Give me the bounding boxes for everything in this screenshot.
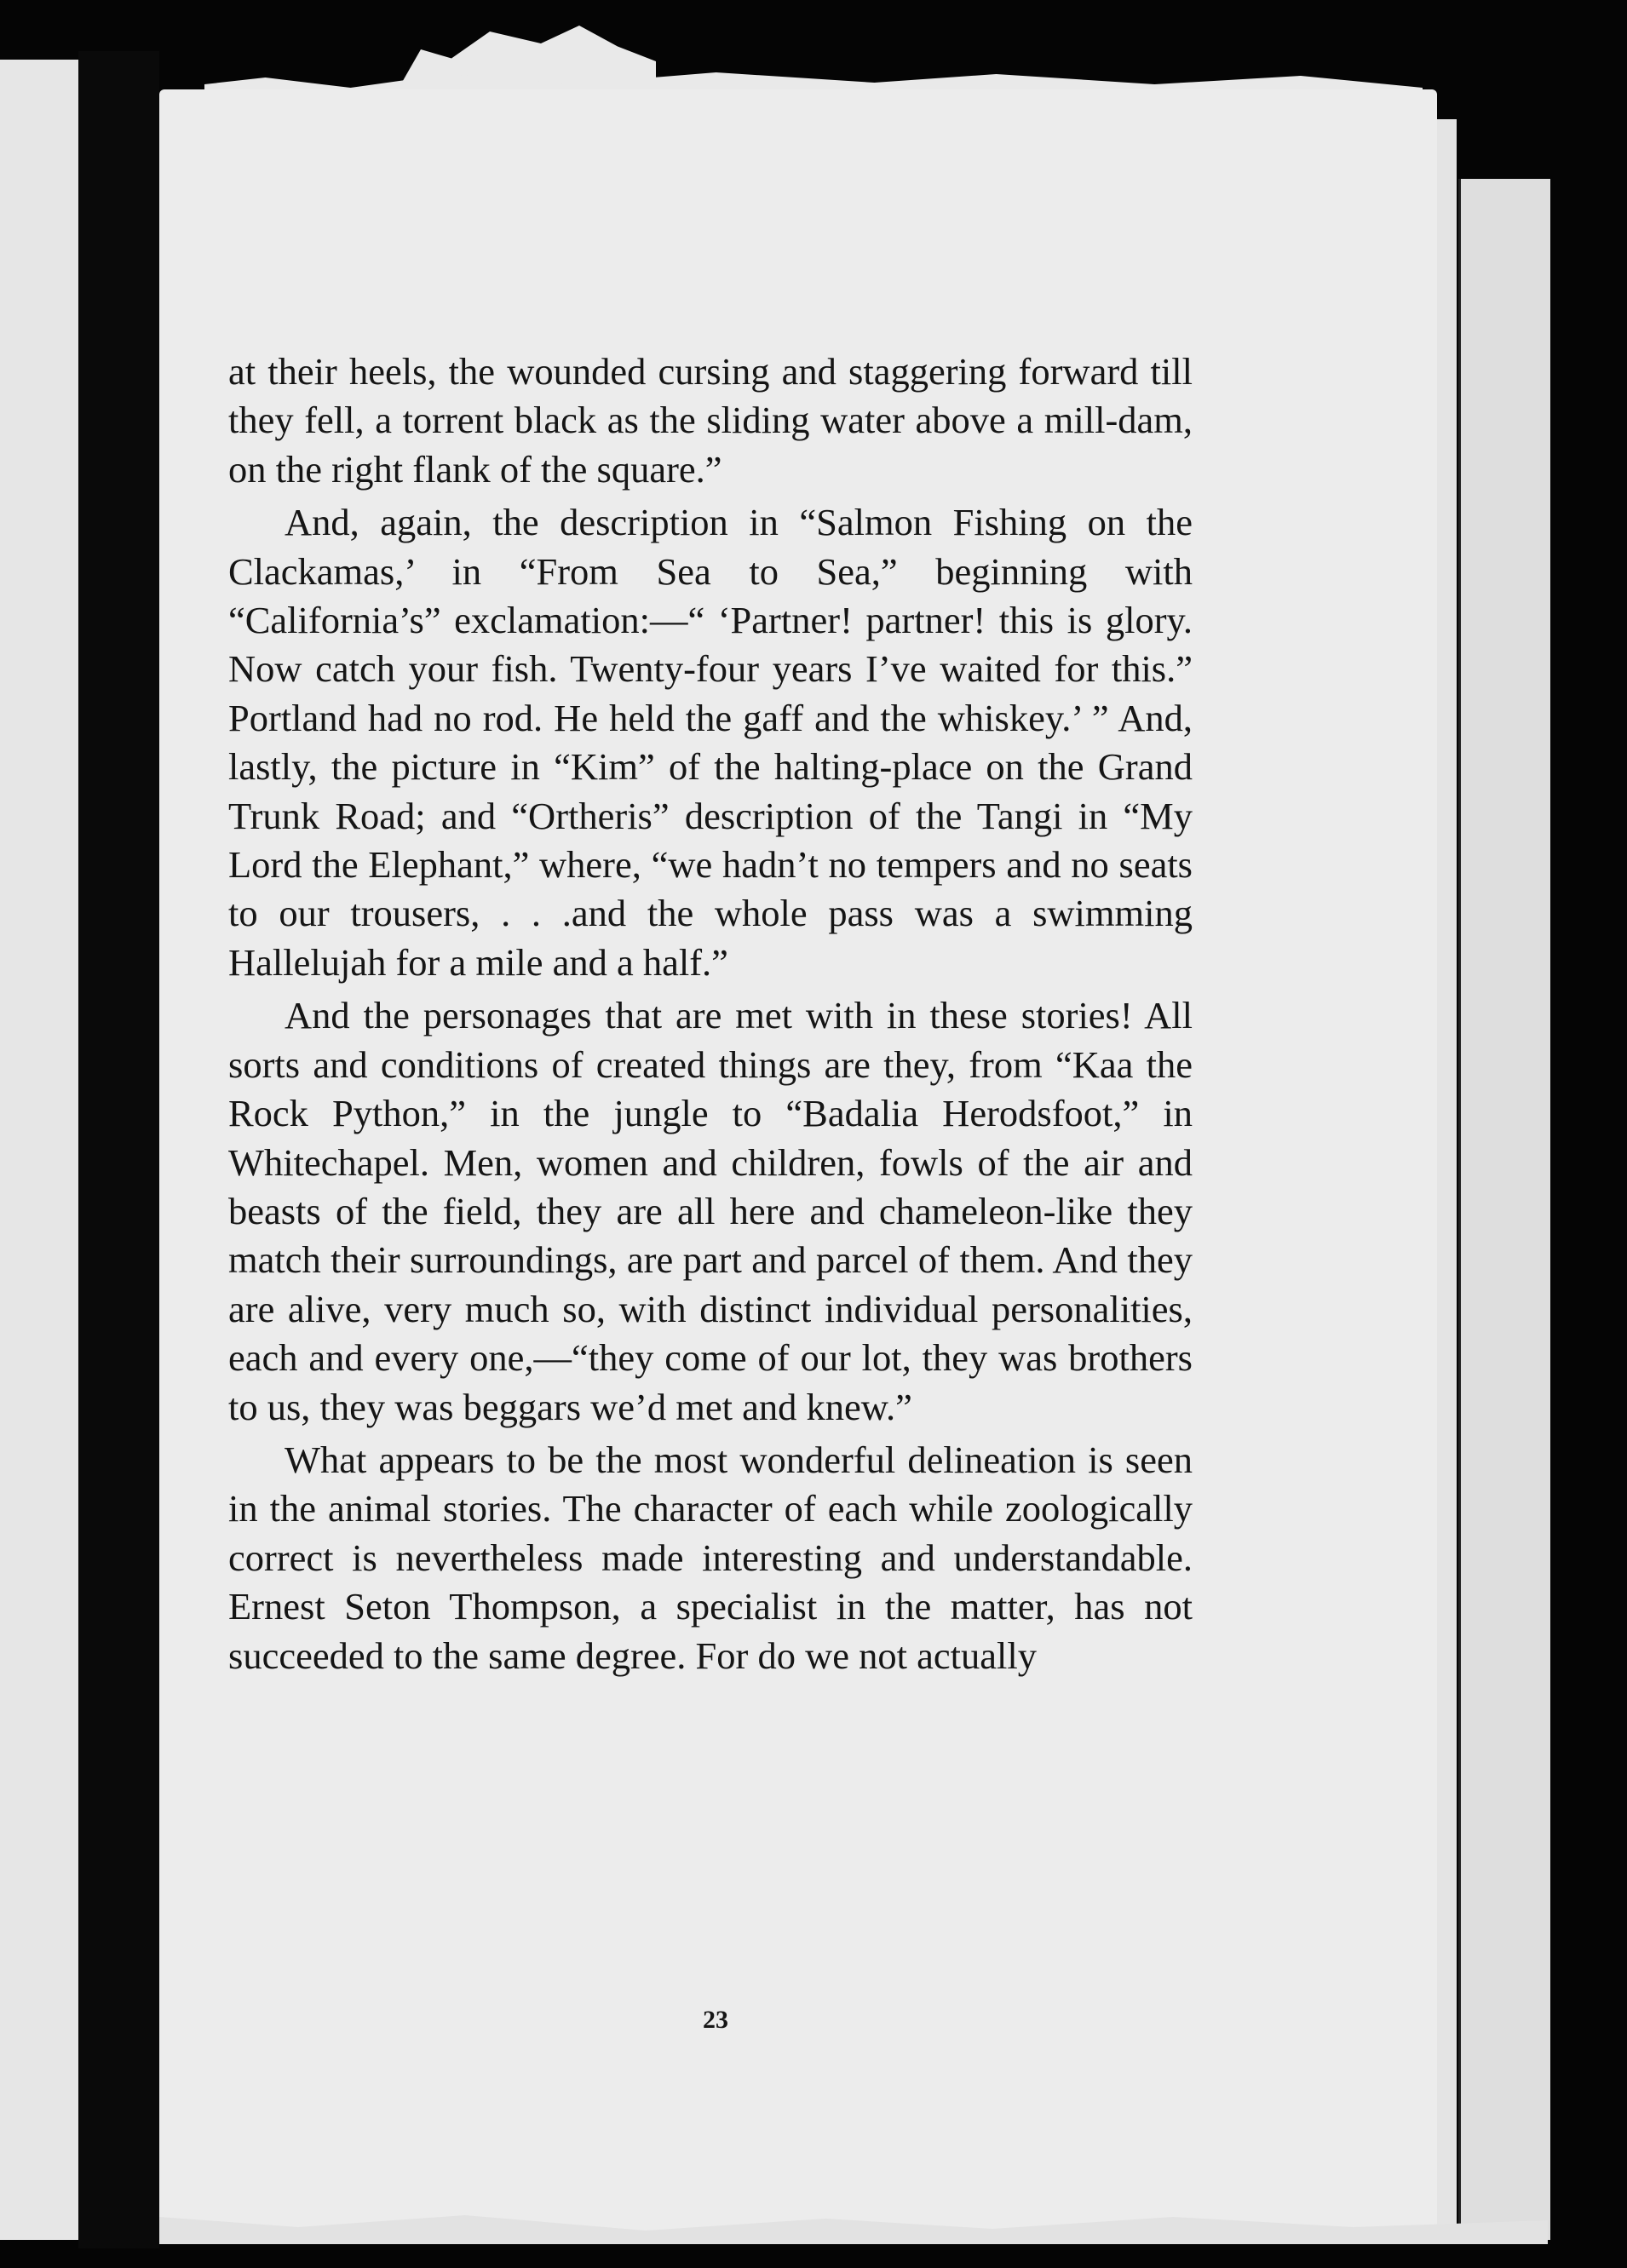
binding-shadow — [78, 51, 159, 2248]
body-text — [228, 347, 1193, 1680]
paragraph-3: And the personages that are met with in these stories! All sorts and conditions of created things are they, from “Kaa the Rock Python,” in the jungle to “Badalia Herodsfoot,” in Whitechapel. Men, women and children, fowls of the air and beasts of the field, they are all here and chameleon-like they match their surroundings, are part and parcel of them. And they are alive, very much so, with distinct individual personalities, each and every one,—“they come of our lot, they was brothers to us, they was beggars we’d met and knew.” — [228, 994, 1193, 1428]
page-number: 23 — [703, 2006, 728, 2034]
previous-page-edge — [0, 60, 82, 2240]
paragraph-4: What appears to be the most wonderful delineation is seen in the animal stories. The character of each while zoologically correct is nevertheless made interesting and understandable. Ernest Seton Thompson, a specialist in the matter, has not succeeded to the same degree. For do we not actually — [228, 1438, 1193, 1677]
paragraph-1: at their heels, the wounded cursing and staggering forward till they fell, a torrent black as the sliding water above a mill-dam, on the right flank of the square.” — [228, 350, 1193, 491]
paragraph-2: And, again, the description in “Salmon Fishing on the Clackamas,’ in “From Sea to Sea,” beginning with “California’s” exclamation:—“ ‘Partner! partner! this is glory. Now catch your fish. Twenty-four years I’ve waited for this.” Portland had no rod. He held the gaff and the whiskey.’ ” And, lastly, the picture in “Kim” of the halting-place on the Grand Trunk Road; and “Ortheris” description of the Tangi in “My Lord the Elephant,” where, “we hadn’t no tempers and no seats to our trousers, . . .and the whole pass was a swimming Hallelujah for a mile and a half.” — [228, 501, 1193, 984]
following-page-edge — [1458, 179, 1550, 2240]
